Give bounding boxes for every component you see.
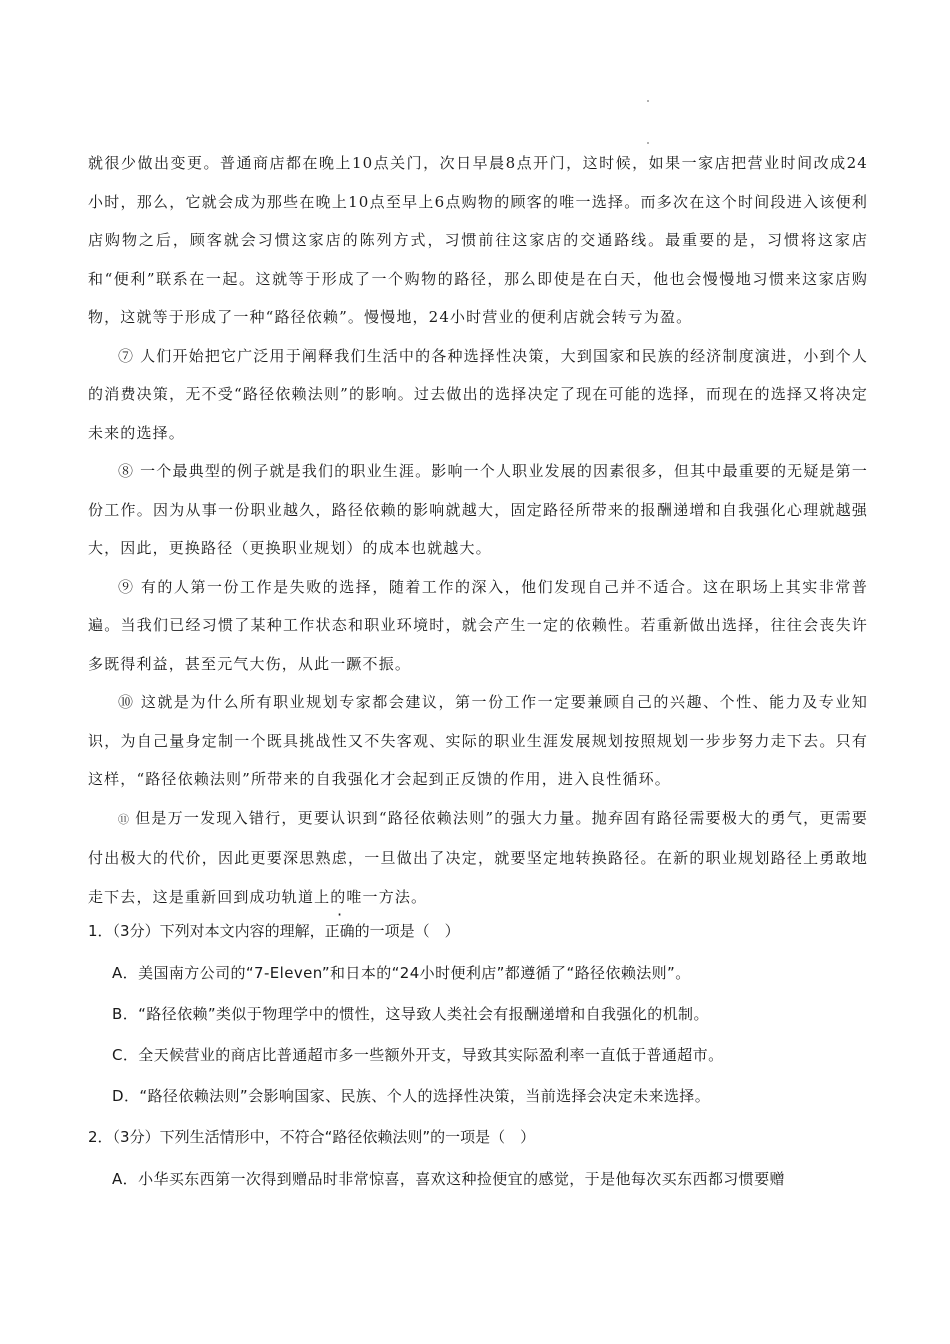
paragraph-8: ⑧ 一个最典型的例子就是我们的职业生涯。影响一个人职业发展的因素很多，但其中最重要的无疑是第一份工作。因为从事一份职业越久，路径依赖的影响就越大，固定路径所带来的报酬递增和自我强化心理就越强大，因此，更换路径（更换职业规划）的成本也就越大。 — [88, 462, 868, 557]
paragraph-10: ⑩ 这就是为什么所有职业规划专家都会建议，第一份工作一定要兼顾自己的兴趣、个性、能力及专业知识，为自己量身定制一个既具挑战性又不失客观、实际的职业生涯发展规划按照规划一步步努力走下去。只有这样，“路径依赖法则”所带来的自我强化才会起到正反馈的作用，进入良性循环。 — [88, 693, 868, 788]
option-text: “路径依赖”类似于物理学中的惯性，这导致人类社会有报酬递增和自我强化的机制。 — [138, 1005, 709, 1023]
paragraph-6-continued: 就很少做出变更。普通商店都在晚上10点关门，次日早晨8点开门，这时候，如果一家店把营业时间改成24小时，那么，它就会成为那些在晚上10点至早上6点购物的顾客的唯一选择。而多次在这个时间段进入该便利店购物之后，顾客就会习惯这家店的陈列方式，习惯前往这家店的交通路线。最重要的是，习惯将这家店和“便利”联系在一起。这就等于形成了一个购物的路径，那么即使是在白天，他也会慢慢地习惯来这家店购物，这就等于形成了一种“路径依赖”。慢慢地，24小时营业的便利店就会转亏为盈。 — [88, 154, 868, 326]
emphasized-word: 正确 — [324, 922, 355, 940]
option-text: 美国南方公司的“7-Eleven”和日本的“24小时便利店”都遵循了“路径依赖法则”。 — [138, 964, 691, 982]
question-stem-text: （3分）下列对本文内容的理解， — [112, 922, 325, 940]
option-label: A． — [112, 964, 139, 982]
option-label: D． — [112, 1087, 140, 1105]
question-stem-text: （3分）下列生活情形中，不符合“路径依赖法则”的一项是（ ） — [112, 1128, 536, 1146]
question-stem-text-end: 的一项是（ ） — [354, 922, 460, 940]
option-label: A． — [112, 1170, 139, 1188]
option-text: 小华买东西第一次得到赠品时非常惊喜，喜欢这种捡便宜的感觉，于是他每次买东西都习惯要赠 — [138, 1170, 785, 1188]
paragraph-9: ⑨ 有的人第一份工作是失败的选择，随着工作的深入，他们发现自己并不适合。这在职场上其实非常普遍。当我们已经习惯了某种工作状态和职业环境时，就会产生一定的依赖性。若重新做出选择，往往会丧失许多既得利益，甚至元气大伤，从此一蹶不振。 — [88, 577, 868, 673]
question-2 — [88, 1117, 868, 1200]
option-a[interactable] — [88, 953, 868, 994]
reading-passage — [88, 144, 868, 916]
option-label: C． — [112, 1046, 139, 1064]
question-number: 2． — [88, 1128, 113, 1146]
option-label: B． — [112, 1005, 139, 1023]
paragraph-11-marker: ⑪ — [118, 812, 130, 826]
question-stem — [88, 911, 868, 951]
paragraph-7: ⑦ 人们开始把它广泛用于阐释我们生活中的各种选择性决策，大到国家和民族的经济制度演进，小到个人的消费决策，无不受“路径依赖法则”的影响。过去做出的选择决定了现在可能的选择，而现在的选择又将决定未来的选择。 — [88, 346, 868, 442]
question-list — [88, 911, 868, 1200]
question-stem — [88, 1117, 868, 1157]
question-number: 1． — [88, 922, 113, 940]
paragraph-11-text: 但是万一发现入错行，更要认识到“路径依赖法则”的强大力量。抛弃固有路径需要极大的勇气，更需要付出极大的代价，因此更要深思熟虑，一旦做出了决定，就要坚定地转换路径。在新的职业规划路径上勇敢地走下去，这是重新回到成功轨道上的唯一方法。 — [88, 808, 868, 906]
paragraph-11 — [88, 799, 868, 917]
option-text: 全天候营业的商店比普通超市多一些额外开支，导致其实际盈利率一直低于普通超市。 — [138, 1046, 724, 1064]
scan-mark — [647, 100, 649, 102]
option-text: “路径依赖法则”会影响国家、民族、个人的选择性决策，当前选择会决定未来选择。 — [139, 1087, 711, 1105]
option-c[interactable] — [88, 1035, 868, 1076]
option-a[interactable] — [88, 1159, 868, 1200]
question-1 — [88, 911, 868, 1117]
option-d[interactable] — [88, 1076, 868, 1117]
option-b[interactable] — [88, 994, 868, 1035]
